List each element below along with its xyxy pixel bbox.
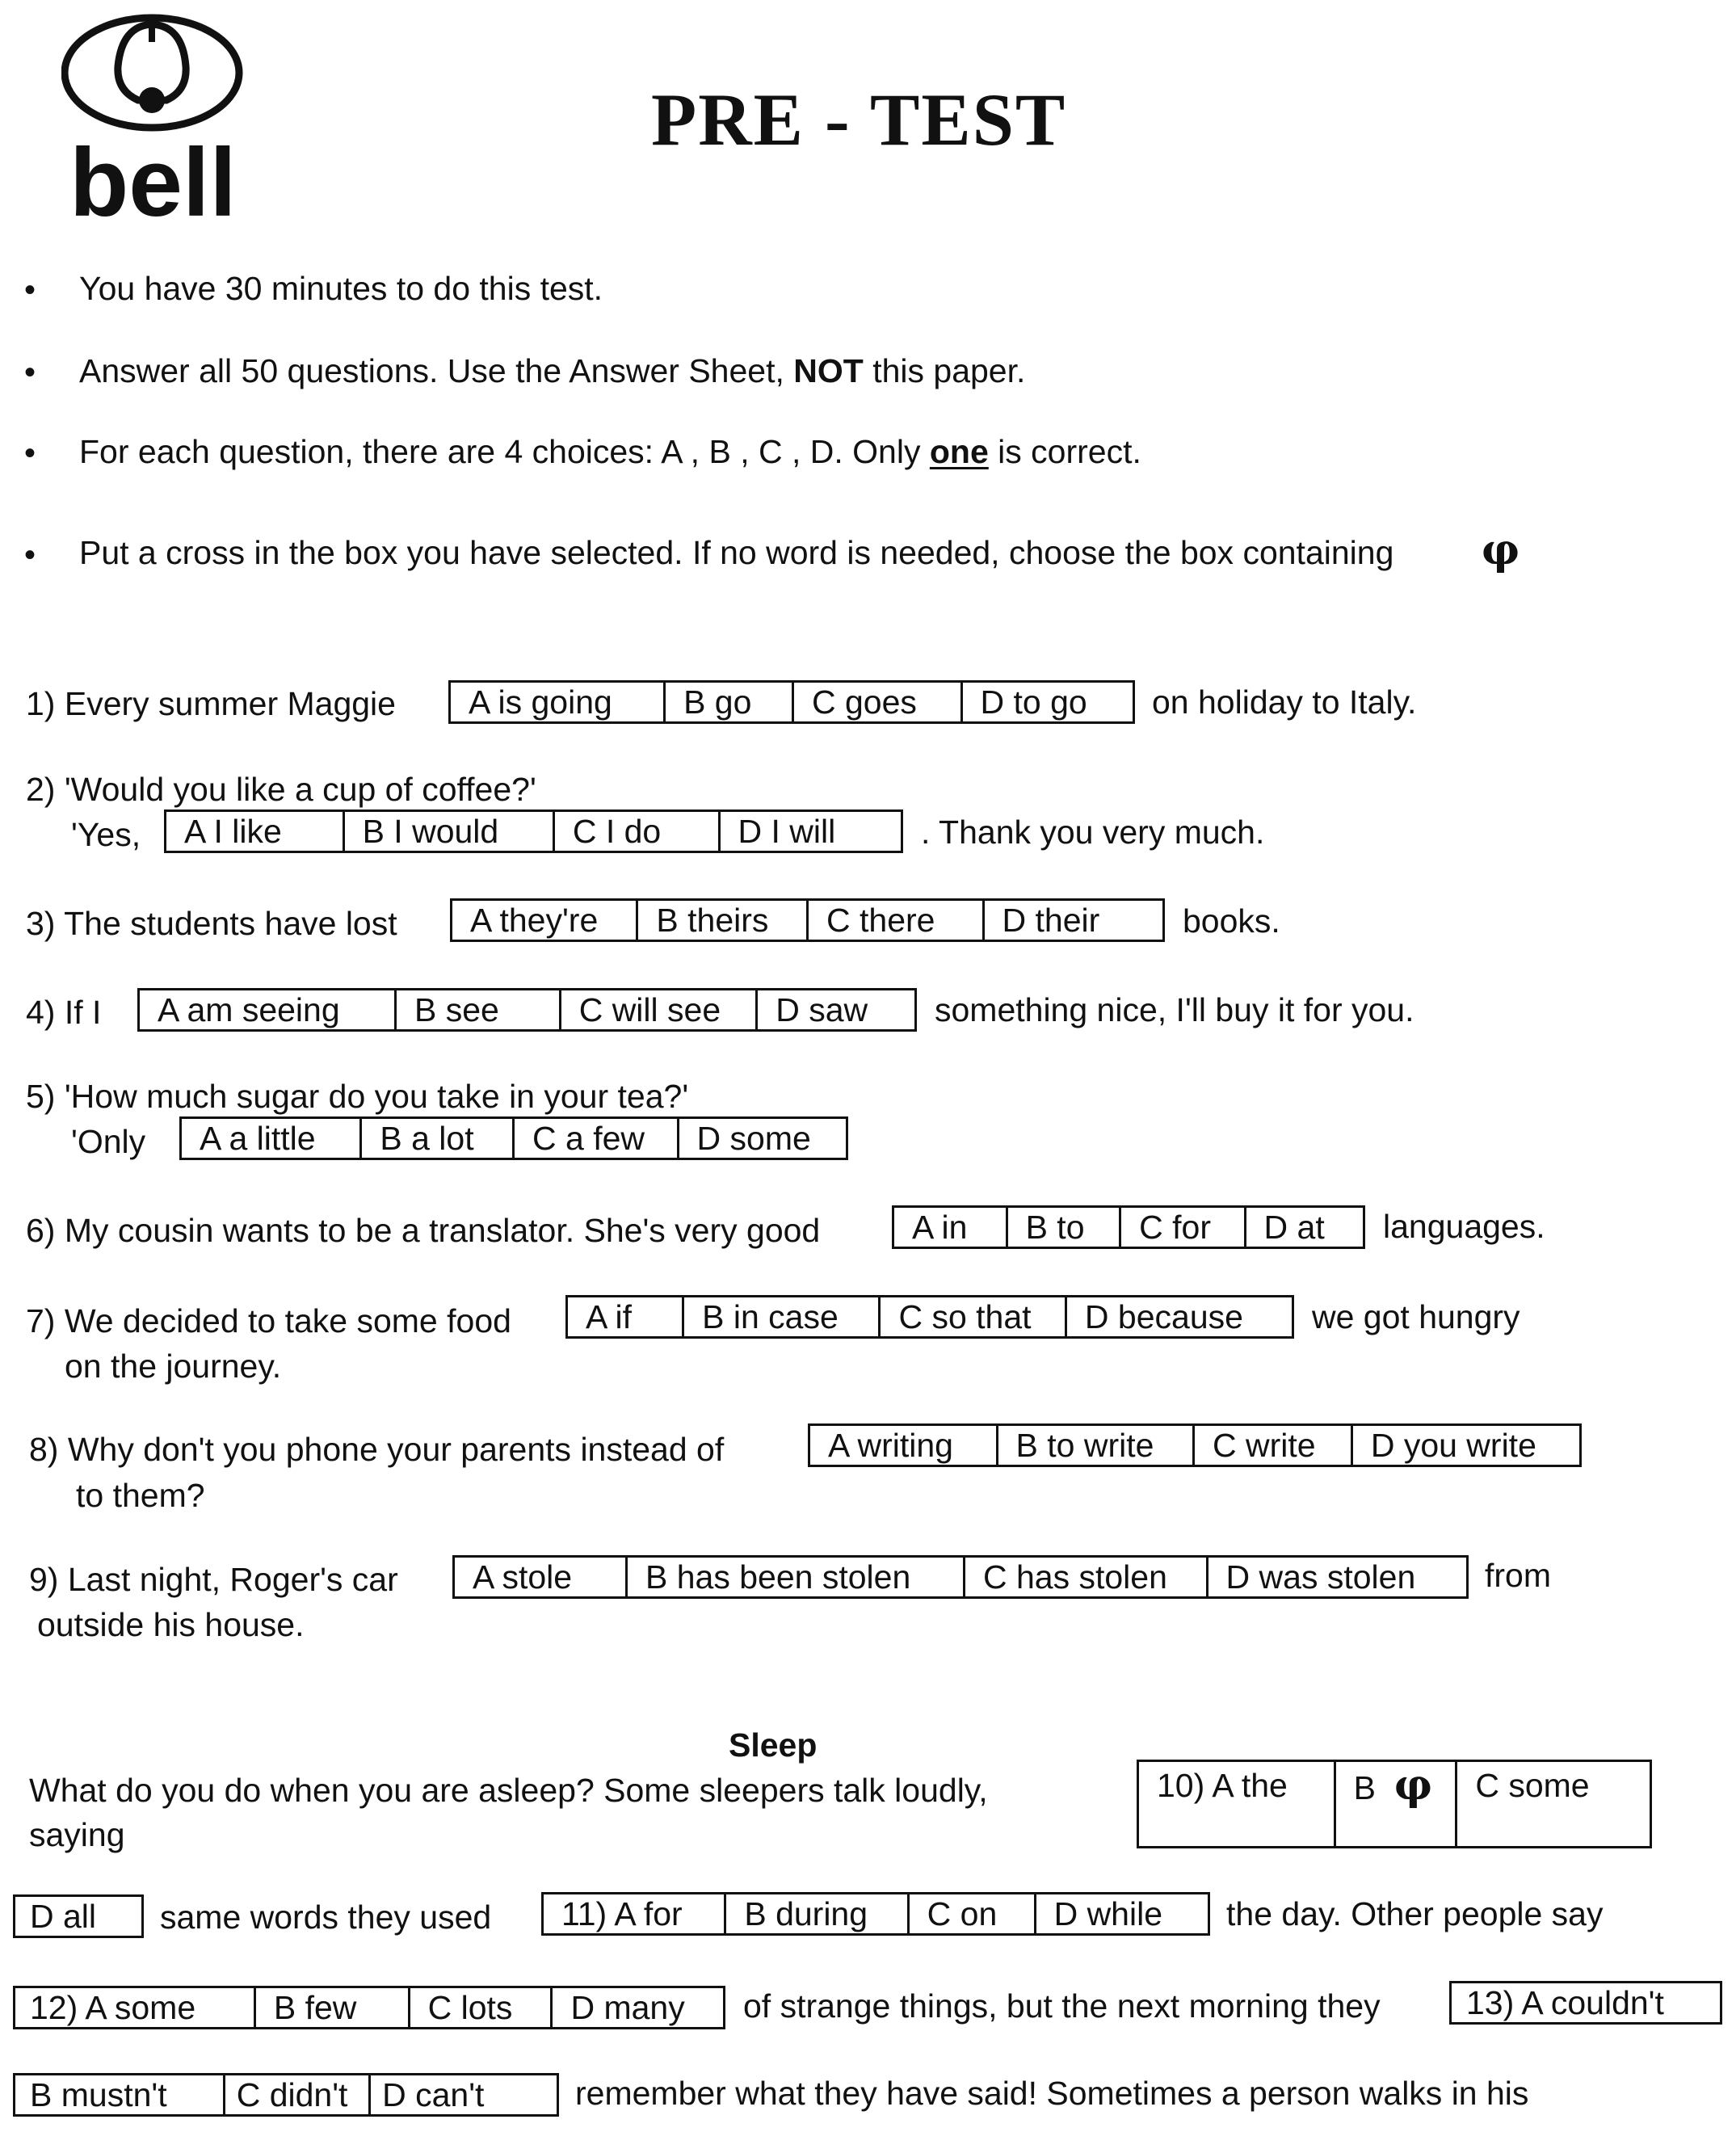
q9-option-c[interactable]: C has stolen: [965, 1558, 1208, 1596]
q2-option-b[interactable]: B I would: [345, 812, 555, 851]
q11-option-b[interactable]: B during: [726, 1894, 909, 1933]
q7-option-a[interactable]: A if: [568, 1297, 684, 1336]
q9-text: 9) Last night, Roger's car: [29, 1561, 398, 1598]
q8-option-a[interactable]: A writing: [810, 1426, 998, 1465]
q3-text: 3) The students have lost: [26, 905, 397, 942]
q3-choices: [450, 898, 1165, 942]
sleep-line-2: saying: [29, 1816, 125, 1853]
q11-option-a[interactable]: 11) A for: [544, 1894, 726, 1933]
q6-text: 6) My cousin wants to be a translator. She's very good: [26, 1212, 821, 1249]
q1-option-a[interactable]: A is going: [451, 683, 666, 721]
q1-option-c[interactable]: C goes: [794, 683, 963, 721]
bell-logo: [61, 10, 247, 224]
q12-option-a[interactable]: 12) A some: [15, 1988, 256, 2027]
bullet-icon: •: [24, 435, 36, 471]
instruction-1: You have 30 minutes to do this test.: [79, 270, 603, 307]
q6-option-d[interactable]: D at: [1263, 1209, 1325, 1246]
q5-option-d[interactable]: D some: [696, 1120, 811, 1157]
q8-option-d[interactable]: D you write: [1370, 1427, 1536, 1464]
q7-option-c[interactable]: C so that: [881, 1297, 1066, 1336]
instruction-4: Put a cross in the box you have selected. If no word is needed, choose the box containing: [79, 534, 1394, 571]
q7-option-b[interactable]: B in case: [684, 1297, 881, 1336]
q2-option-c[interactable]: C I do: [555, 812, 721, 851]
q5-option-c[interactable]: C a few: [515, 1119, 679, 1158]
after-q13: remember what they have said! Sometimes a person walks in his: [575, 2075, 1529, 2112]
q7-choices: [565, 1295, 1294, 1339]
q11-option-d[interactable]: D while: [1053, 1895, 1162, 1932]
q3-option-b[interactable]: B theirs: [638, 901, 809, 940]
q8-choices: [808, 1423, 1582, 1467]
q7-option-d[interactable]: D because: [1084, 1298, 1243, 1335]
q10-option-d[interactable]: D all: [30, 1898, 97, 1935]
q12-option-d[interactable]: D many: [570, 1989, 685, 2026]
q2-option-d[interactable]: D I will: [738, 813, 836, 850]
q5-choices: [179, 1116, 848, 1160]
q6-option-b[interactable]: B to: [1008, 1208, 1122, 1247]
q4-option-b[interactable]: B see: [397, 990, 561, 1029]
q5-text: 5) 'How much sugar do you take in your tea?': [26, 1078, 689, 1115]
q9-post: from: [1485, 1557, 1551, 1594]
q7-line2: on the journey.: [65, 1348, 282, 1385]
q12-option-b[interactable]: B few: [256, 1988, 410, 2027]
q11-choices: [541, 1892, 1210, 1936]
q8-option-b[interactable]: B to write: [998, 1426, 1195, 1465]
q10-option-b[interactable]: B φ: [1336, 1762, 1458, 1846]
q4-option-a[interactable]: A am seeing: [140, 990, 397, 1029]
bullet-icon: •: [24, 355, 36, 390]
phi-icon: φ: [1482, 525, 1520, 574]
q9-choices: [452, 1555, 1469, 1599]
page-title: PRE - TEST: [651, 78, 1067, 161]
q2-choices: [164, 809, 903, 853]
q13-option-a[interactable]: 13) A couldn't: [1466, 1984, 1664, 2021]
q10-option-a[interactable]: 10) A the: [1139, 1762, 1336, 1846]
q4-post: something nice, I'll buy it for you.: [935, 991, 1414, 1028]
q9-option-b[interactable]: B has been stolen: [628, 1558, 965, 1596]
instruction-3: For each question, there are 4 choices: A , B , C , D. Only one is correct.: [79, 433, 1141, 470]
q9-option-a[interactable]: A stole: [455, 1558, 628, 1596]
q5-option-a[interactable]: A a little: [182, 1119, 362, 1158]
q7-post: we got hungry: [1312, 1298, 1520, 1335]
q10-option-c[interactable]: C some: [1475, 1767, 1590, 1804]
q2-post: . Thank you very much.: [921, 814, 1265, 851]
q9-option-d[interactable]: D was stolen: [1225, 1558, 1416, 1596]
q8-text: 8) Why don't you phone your parents instead of: [29, 1431, 725, 1468]
q8-line2: to them?: [76, 1477, 205, 1514]
q6-post: languages.: [1383, 1208, 1545, 1245]
q5-pre: 'Only: [71, 1123, 146, 1160]
q3-option-c[interactable]: C there: [809, 901, 985, 940]
q3-option-a[interactable]: A they're: [452, 901, 638, 940]
q13-option-c[interactable]: C didn't: [225, 2075, 371, 2114]
q10-choices: [1137, 1760, 1652, 1848]
instruction-2: Answer all 50 questions. Use the Answer Sheet, NOT this paper.: [79, 352, 1026, 389]
bullet-icon: •: [24, 537, 36, 573]
q9-line2: outside his house.: [37, 1606, 305, 1643]
q3-option-d[interactable]: D their: [1002, 902, 1100, 939]
phi-icon: φ: [1393, 1762, 1432, 1810]
q1-post: on holiday to Italy.: [1152, 683, 1417, 721]
bullet-icon: •: [24, 272, 36, 308]
q1-choices: [448, 680, 1135, 724]
q10-choice-d-box: [13, 1894, 144, 1938]
q13-choices: [13, 2073, 559, 2117]
q12-option-c[interactable]: C lots: [410, 1988, 553, 2027]
q8-option-c[interactable]: C write: [1195, 1426, 1353, 1465]
q3-post: books.: [1183, 902, 1280, 940]
q13-option-d[interactable]: D can't: [382, 2076, 485, 2113]
after-q10: same words they used: [160, 1899, 492, 1936]
q6-option-a[interactable]: A in: [894, 1208, 1008, 1247]
q11-option-c[interactable]: C on: [910, 1894, 1036, 1933]
q4-option-d[interactable]: D saw: [776, 991, 868, 1028]
after-q12: of strange things, but the next morning they: [743, 1987, 1381, 2025]
q2-option-a[interactable]: A I like: [166, 812, 345, 851]
q2-text: 2) 'Would you like a cup of coffee?': [26, 771, 536, 808]
q4-option-c[interactable]: C will see: [561, 990, 758, 1029]
q7-text: 7) We decided to take some food: [26, 1302, 511, 1339]
q2-pre: 'Yes,: [71, 816, 141, 853]
q12-choices: [13, 1986, 725, 2029]
q6-choices: [892, 1205, 1365, 1249]
section-heading: Sleep: [729, 1726, 818, 1764]
q4-choices: [137, 988, 917, 1032]
q13-option-b[interactable]: B mustn't: [15, 2075, 225, 2114]
q1-text: 1) Every summer Maggie: [26, 685, 396, 722]
q5-option-b[interactable]: B a lot: [362, 1119, 515, 1158]
q1-option-d[interactable]: D to go: [980, 683, 1087, 721]
q13-choice-a-box: [1449, 1981, 1722, 2025]
logo-text: bell: [69, 128, 237, 224]
q4-text: 4) If I: [26, 994, 102, 1031]
sleep-line-1: What do you do when you are asleep? Some sleepers talk loudly,: [29, 1772, 988, 1809]
after-q11: the day. Other people say: [1226, 1895, 1604, 1932]
q1-option-b[interactable]: B go: [666, 683, 794, 721]
q6-option-c[interactable]: C for: [1121, 1208, 1246, 1247]
